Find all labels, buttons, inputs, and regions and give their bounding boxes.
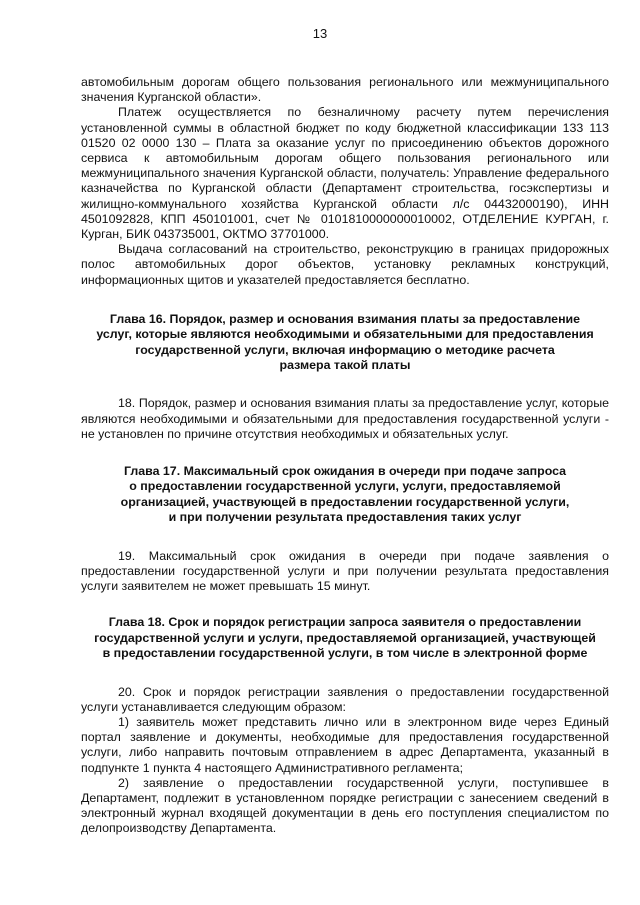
- heading-chapter-17: Глава 17. Максимальный срок ожидания в очереди при подаче запроса о предоставлении государственной услуги, услуги, предоставляемой организацией, участвующей в предоставлении государственной услуги, и при получении результата предоставления таких услуг: [120, 464, 570, 525]
- paragraph-free-approval: Выдача согласований на строительство, реконструкцию в границах придорожных полос автомобильных дорог объектов, установку рекламных конструкций, информационных щитов и указателей предоставляется бесплатно.: [81, 242, 609, 287]
- heading-chapter-16: Глава 16. Порядок, размер и основания взимания платы за предоставление услуг, которые являются необходимыми и обязательными для предоставления государственной услуги, включая информацию о методике расчета размера такой платы: [96, 311, 594, 373]
- paragraph-payment: Платеж осуществляется по безналичному расчету путем перечисления установленной суммы в областной бюджет по коду бюджетной классификации 133 113 01520 02 0000 130 – Плата за оказание услуг по присоединению объектов дорожного сервиса к автомобильным дорогам общего пользования регионального или межмуниципального значения Курганской области, получатель: Управление федерального казначейства по Курганской области (Департамент строительства, госэкспертизы и жилищно-коммунального хозяйства Курганской области л/с 04432000190), ИНН 4501092828, КПП 450101001, счет № 0101810000000010002, ОТДЕЛЕНИЕ КУРГАН, г. Курган, БИК 043735001, ОКТМО 37701000.: [81, 105, 609, 242]
- paragraph-20: 20. Срок и порядок регистрации заявления о предоставлении государственной услуги устанавливается следующим образом:: [81, 684, 609, 714]
- page-content: [81, 75, 609, 837]
- heading-chapter-18: Глава 18. Срок и порядок регистрации запроса заявителя о предоставлении государственной услуги и услуги, предоставляемой организацией, участвующей в предоставлении государственной услуги, в том числе в электронной форме: [94, 615, 596, 661]
- paragraph-18: 18. Порядок, размер и основания взимания платы за предоставление услуг, которые являются необходимыми и обязательными для предоставления государственной услуги - не установлен по причине отсутствия необходимых и обязательных услуг.: [81, 396, 609, 441]
- paragraph-continuation: автомобильным дорогам общего пользования регионального или межмуниципального значения Курганской области».: [81, 75, 609, 105]
- paragraph-20-item-1: 1) заявитель может представить лично или в электронном виде через Единый портал заявление и документы, необходимые для предоставления государственной услуги, либо направить почтовым отправлением в адрес Департамента, указанный в подпункте 1 пункта 4 настоящего Административного регламента;: [81, 714, 609, 775]
- paragraph-20-item-2: 2) заявление о предоставлении государственной услуги, поступившее в Департамент, подлежит в установленном порядке регистрации с занесением сведений в электронный журнал входящей документации в день его поступления специалистом по делопроизводству Департамента.: [81, 775, 609, 836]
- paragraph-19: 19. Максимальный срок ожидания в очереди при подаче заявления о предоставлении государственной услуги и при получении результата предоставления услуги заявителем не может превышать 15 минут.: [81, 548, 609, 594]
- page-number: 13: [312, 26, 328, 41]
